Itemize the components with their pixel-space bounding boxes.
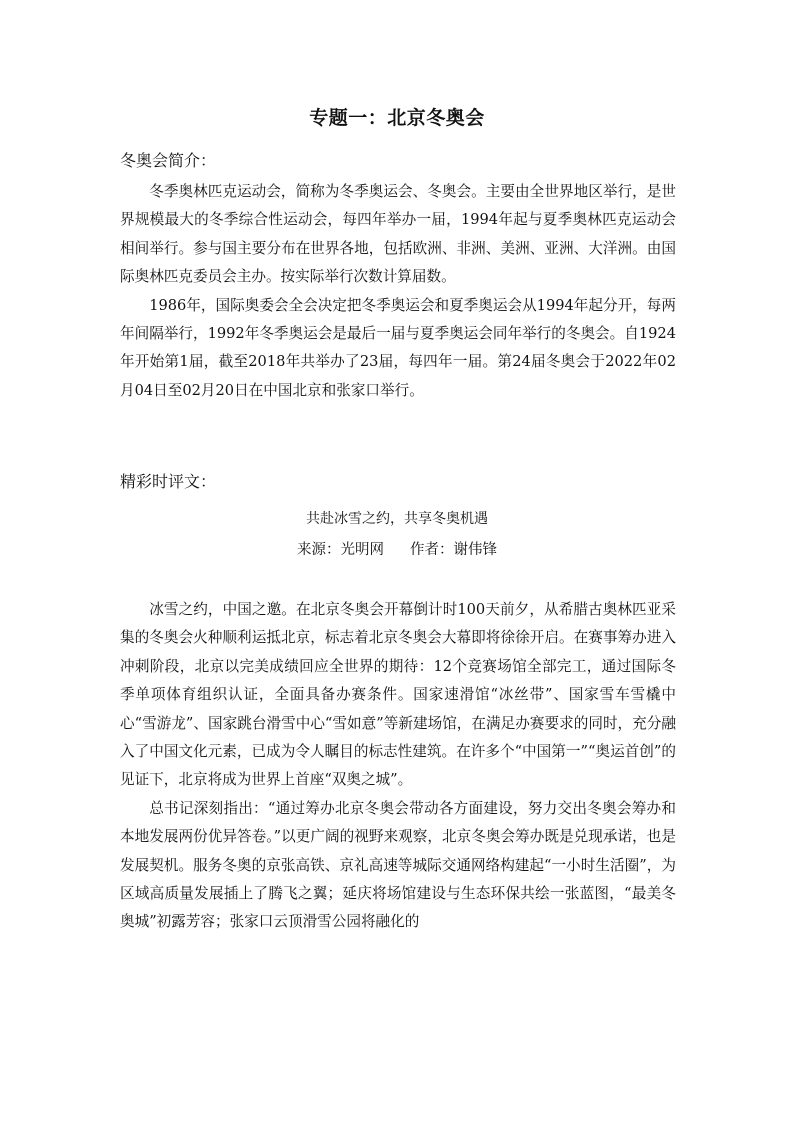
article-meta [0, 538, 794, 562]
commentary-heading: 精彩时评文： [120, 472, 217, 491]
article-author: 作者：谢伟锋 [410, 542, 497, 558]
article-title: 共赴冰雪之约，共享冬奥机遇 [306, 511, 488, 527]
page-title: 专题一：北京冬奥会 [309, 107, 485, 129]
commentary-body [120, 596, 676, 937]
intro-heading: 冬奥会简介： [120, 151, 217, 170]
intro-body [120, 178, 676, 405]
commentary-paragraph-1: 冰雪之约，中国之邀。在北京冬奥会开幕倒计时100天前夕，从希腊古奥林匹亚采集的冬奥会火种顺利运抵北京，标志着北京冬奥会大幕即将徐徐开启。在赛事筹办进入冲刺阶段，北京以完美成绩回应全世界的期待：12个竞赛场馆全部完工，通过国际冬季单项体育组织认证，全面具备办赛条件。国家速滑馆“冰丝带”、国家雪车雪橇中心“雪游龙”、国家跳台滑雪中心“雪如意”等新建场馆，在满足办赛要求的同时，充分融入了中国文化元素，已成为令人瞩目的标志性建筑。在许多个“中国第一”“奥运首创”的见证下，北京将成为世界上首座“双奥之城”。 [120, 601, 676, 789]
article-source: 来源：光明网 [297, 542, 384, 558]
commentary-paragraph-2: 总书记深刻指出：“通过筹办北京冬奥会带动各方面建设，努力交出冬奥会筹办和本地发展两份优异答卷。”以更广阔的视野来观察，北京冬奥会筹办既是兑现承诺，也是发展契机。服务冬奥的京张高铁、京礼高速等城际交通网络构建起“一小时生活圈”，为区域高质量发展插上了腾飞之翼；延庆将场馆建设与生态环保共绘一张蓝图，“最美冬奥城”初露芳容；张家口云顶滑雪公园将融化的 [120, 799, 676, 931]
intro-paragraph-2: 1986年，国际奥委会全会决定把冬季奥运会和夏季奥运会从1994年起分开，每两年间隔举行，1992年冬季奥运会是最后一届与夏季奥运会同年举行的冬奥会。自1924年开始第1届，截至2018年共举办了23届，每四年一届。第24届冬奥会于2022年02月04日至02月20日在中国北京和张家口举行。 [120, 296, 676, 399]
intro-paragraph-1: 冬季奥林匹克运动会，简称为冬季奥运会、冬奥会。主要由全世界地区举行，是世界规模最大的冬季综合性运动会，每四年举办一届，1994年起与夏季奥林匹克运动会相间举行。参与国主要分布在世界各地，包括欧洲、非洲、美洲、亚洲、大洋洲。由国际奥林匹克委员会主办。按实际举行次数计算届数。 [120, 183, 676, 286]
